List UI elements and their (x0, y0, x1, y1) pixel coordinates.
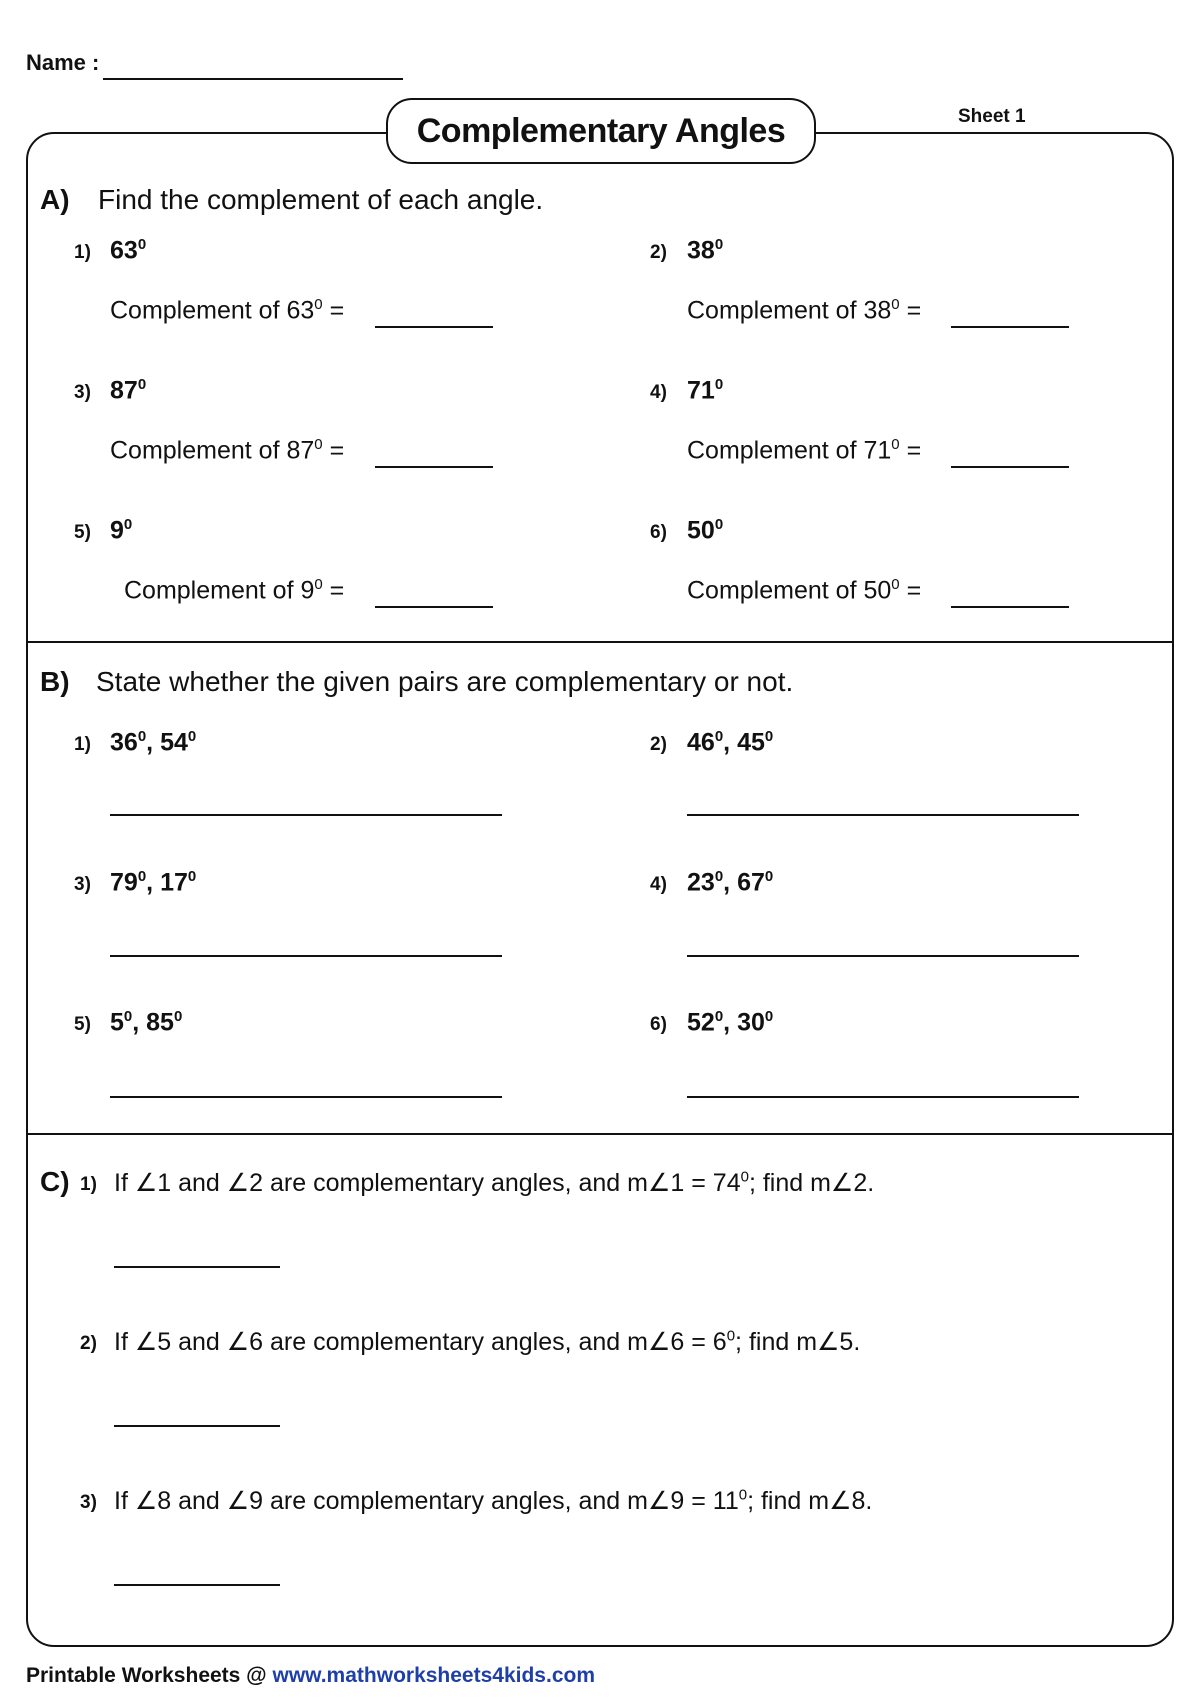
sheet-number: Sheet 1 (958, 106, 1026, 127)
b-item-3-number: 3) (74, 874, 91, 895)
section-b-instruction: State whether the given pairs are complementary or not. (96, 666, 794, 697)
b-item-6-answer-blank[interactable] (687, 1096, 1079, 1098)
a-item-2-number: 2) (650, 242, 667, 263)
b-item-2-pair: $46^0$, $45^0$ (687, 728, 774, 757)
a-item-5-number: 5) (74, 522, 91, 543)
a-item-1-angle: $63^0$ (110, 236, 147, 265)
section-divider-ab (27, 641, 1173, 643)
a-item-6-angle: $50^0$ (687, 516, 724, 545)
name-blank[interactable] (103, 78, 403, 80)
b-item-5-pair: $5^0$, $85^0$ (110, 1008, 183, 1037)
c-item-3-number: 3) (80, 1492, 97, 1513)
title-text: Complementary Angles (416, 111, 786, 150)
b-item-1-answer-blank[interactable] (110, 814, 502, 816)
footer (26, 1664, 595, 1688)
a-item-3-prompt: Complement of $87^0$ = (110, 436, 345, 465)
name-label: Name : (26, 50, 100, 75)
b-item-3-answer-blank[interactable] (110, 955, 502, 957)
c-item-2-answer-blank[interactable] (114, 1425, 280, 1427)
b-item-2-number: 2) (650, 734, 667, 755)
c-item-1-question: If ∠1 and ∠2 are complementary angles, and m∠1 = $74^0$; find m∠2. (114, 1168, 875, 1197)
a-item-5-prompt: Complement of $9^0$ = (124, 576, 345, 605)
a-item-6-answer-blank[interactable] (951, 606, 1069, 608)
c-item-3-question: If ∠8 and ∠9 are complementary angles, and m∠9 = $11^0$; find m∠8. (114, 1486, 873, 1515)
a-item-6-prompt: Complement of $50^0$ = (687, 576, 922, 605)
section-b-letter: B) (40, 666, 70, 697)
c-item-2-number: 2) (80, 1333, 97, 1354)
c-item-1-answer-blank[interactable] (114, 1266, 280, 1268)
b-item-4-number: 4) (650, 874, 667, 895)
a-item-4-number: 4) (650, 382, 667, 403)
b-item-5-number: 5) (74, 1014, 91, 1035)
section-a-instruction: Find the complement of each angle. (98, 184, 544, 215)
b-item-6-number: 6) (650, 1014, 667, 1035)
footer-prefix: Printable Worksheets @ (26, 1664, 273, 1687)
a-item-2-prompt: Complement of $38^0$ = (687, 296, 922, 325)
a-item-5-angle: $9^0$ (110, 516, 133, 545)
a-item-2-answer-blank[interactable] (951, 326, 1069, 328)
b-item-1-number: 1) (74, 734, 91, 755)
worksheet-title (386, 98, 816, 164)
section-c-letter: C) (40, 1166, 70, 1197)
worksheet-frame (26, 132, 1174, 1647)
a-item-4-answer-blank[interactable] (951, 466, 1069, 468)
a-item-1-answer-blank[interactable] (375, 326, 493, 328)
b-item-2-answer-blank[interactable] (687, 814, 1079, 816)
b-item-1-pair: $36^0$, $54^0$ (110, 728, 197, 757)
b-item-4-pair: $23^0$, $67^0$ (687, 868, 774, 897)
c-item-1-number: 1) (80, 1174, 97, 1195)
a-item-1-number: 1) (74, 242, 91, 263)
b-item-3-pair: $79^0$, $17^0$ (110, 868, 197, 897)
c-item-2-question: If ∠5 and ∠6 are complementary angles, and m∠6 = $6^0$; find m∠5. (114, 1327, 861, 1356)
a-item-6-number: 6) (650, 522, 667, 543)
a-item-5-answer-blank[interactable] (375, 606, 493, 608)
a-item-3-angle: $87^0$ (110, 376, 147, 405)
a-item-3-number: 3) (74, 382, 91, 403)
footer-link[interactable]: www.mathworksheets4kids.com (272, 1664, 595, 1687)
b-item-6-pair: $52^0$, $30^0$ (687, 1008, 774, 1037)
a-item-4-prompt: Complement of $71^0$ = (687, 436, 922, 465)
a-item-4-angle: $71^0$ (687, 376, 724, 405)
c-item-3-answer-blank[interactable] (114, 1584, 280, 1586)
section-divider-bc (27, 1133, 1173, 1135)
a-item-3-answer-blank[interactable] (375, 466, 493, 468)
a-item-2-angle: $38^0$ (687, 236, 724, 265)
section-a-letter: A) (40, 184, 70, 215)
b-item-4-answer-blank[interactable] (687, 955, 1079, 957)
b-item-5-answer-blank[interactable] (110, 1096, 502, 1098)
a-item-1-prompt: Complement of $63^0$ = (110, 296, 345, 325)
